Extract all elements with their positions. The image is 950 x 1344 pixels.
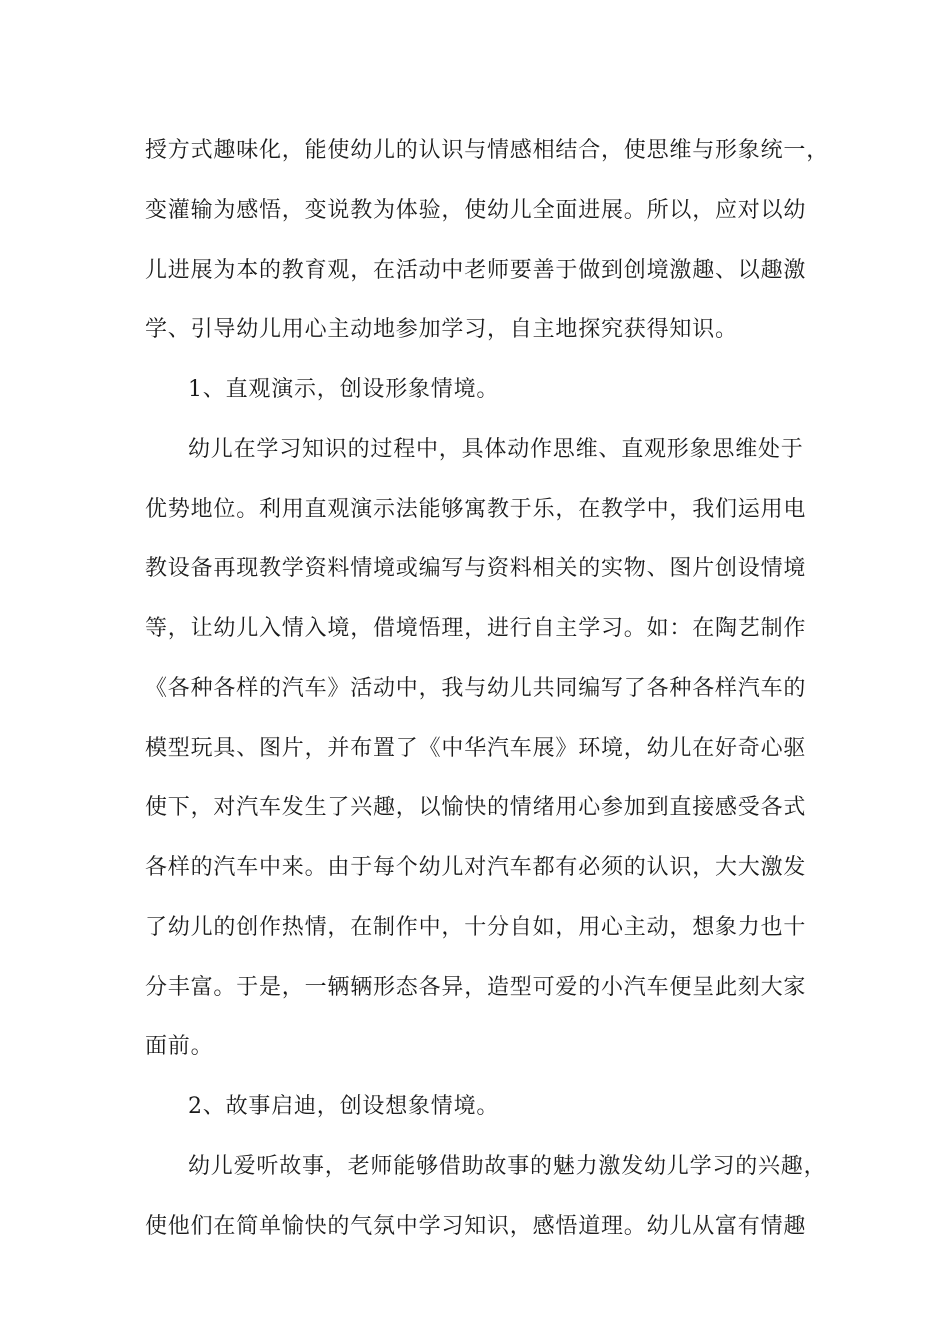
text-line: 等，让幼儿入情入境，借境悟理，进行自主学习。如：在陶艺制作 [145,616,807,641]
text-line: 面前。 [145,1034,214,1059]
text-line: 模型玩具、图片，并布置了《中华汽车展》环境，幼儿在好奇心驱 [145,736,807,761]
text-line: 《各种各样的汽车》活动中，我与幼儿共同编写了各种各样汽车的 [145,676,807,701]
text-line: 各样的汽车中来。由于每个幼儿对汽车都有必须的认识，大大激发 [145,855,807,880]
text-line: 使他们在简单愉快的气氛中学习知识，感悟道理。幼儿从富有情趣 [145,1214,807,1239]
text-line: 优势地位。利用直观演示法能够寓教于乐，在教学中，我们运用电 [145,497,807,522]
section-heading: 2、故事启迪，创设想象情境。 [188,1094,500,1119]
text-line: 儿进展为本的教育观，在活动中老师要善于做到创境激趣、以趣激 [145,258,807,283]
text-line: 学、引导幼儿用心主动地参加学习，自主地探究获得知识。 [145,317,738,342]
text-line: 授方式趣味化，能使幼儿的认识与情感相结合，使思维与形象统一， [145,138,830,163]
text-line: 变灌输为感悟，变说教为体验，使幼儿全面进展。所以，应对以幼 [145,198,807,223]
text-line: 幼儿在学习知识的过程中，具体动作思维、直观形象思维处于 [188,437,804,462]
text-line: 教设备再现教学资料情境或编写与资料相关的实物、图片创设情境 [145,556,807,581]
text-line: 分丰富。于是，一辆辆形态各异，造型可爱的小汽车便呈此刻大家 [145,975,807,1000]
text-line: 了幼儿的创作热情，在制作中，十分自如，用心主动，想象力也十 [145,915,807,940]
text-line: 使下，对汽车发生了兴趣，以愉快的情绪用心参加到直接感受各式 [145,795,807,820]
text-line: 幼儿爱听故事，老师能够借助故事的魅力激发幼儿学习的兴趣， [188,1154,827,1179]
section-heading: 1、直观演示，创设形象情境。 [188,377,500,402]
